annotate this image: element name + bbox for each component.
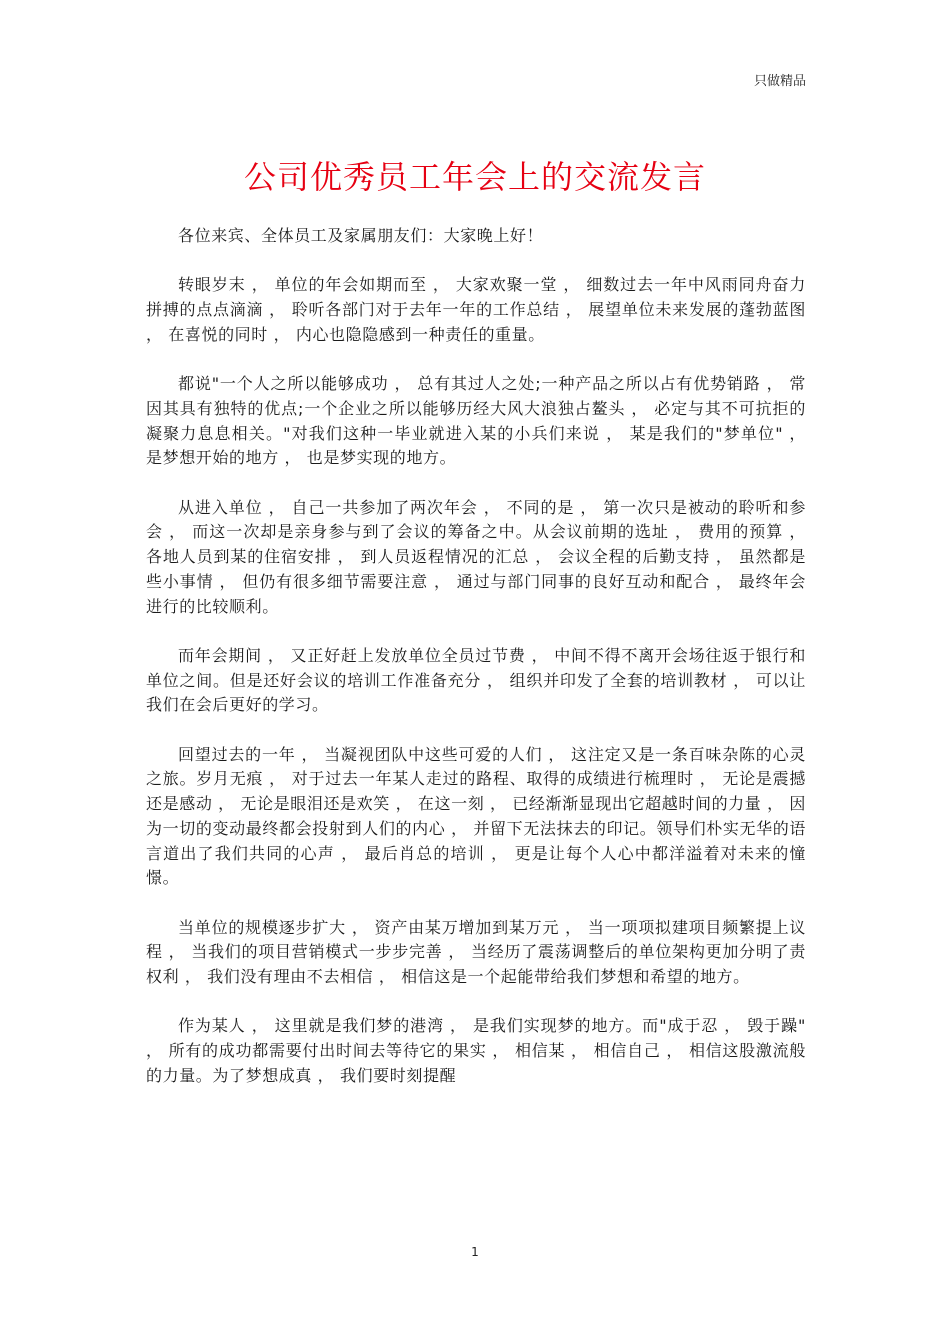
paragraph: 作为某人 ， 这里就是我们梦的港湾 ， 是我们实现梦的地方。而"成于忍 ， 毁于躁" ， 所有的成功都需要付出时间去等待它的果实 ， 相信某 ， 相信自己 ， 相信这股激流般的力量。为了梦想成真 ， 我们要时刻提醒: [146, 1016, 806, 1085]
document-body: [146, 224, 806, 1113]
paragraph: 都说"一个人之所以能够成功 ， 总有其过人之处;一种产品之所以占有优势销路 ， 常因其具有独特的优点;一个企业之所以能够历经大风大浪独占鳌头 ， 必定与其不可抗拒的凝聚力息息相关。"对我们这种一毕业就进入某的小兵们来说 ， 某是我们的"梦单位" ， 是梦想开始的地方 ， 也是梦实现的地方。: [146, 374, 806, 468]
paragraph: 转眼岁末 ， 单位的年会如期而至 ， 大家欢聚一堂 ， 细数过去一年中风雨同舟奋力拼搏的点点滴滴 ， 聆听各部门对于去年一年的工作总结 ， 展望单位未来发展的蓬勃蓝图 ， 在喜悦的同时 ， 内心也隐隐感到一种责任的重量。: [146, 275, 806, 344]
document-title: 公司优秀员工年会上的交流发言: [243, 158, 706, 196]
page-number: 1: [471, 1245, 479, 1259]
header-tag: 只做精品: [753, 74, 806, 89]
paragraph-greeting: 各位来宾、全体员工及家属朋友们：大家晚上好！: [178, 226, 544, 245]
paragraph: 从进入单位 ， 自己一共参加了两次年会 ， 不同的是 ， 第一次只是被动的聆听和参会 ， 而这一次却是亲身参与到了会议的筹备之中。从会议前期的选址 ， 费用的预算 ， 各地人员到某的住宿安排 ， 到人员返程情况的汇总 ， 会议全程的后勤支持 ， 虽然都是些小事情 ， 但仍有很多细节需要注意 ， 通过与部门同事的良好互动和配合 ， 最终年会进行的比较顺利。: [146, 497, 806, 616]
paragraph: 回望过去的一年 ， 当凝视团队中这些可爱的人们 ， 这注定又是一条百味杂陈的心灵之旅。岁月无痕 ， 对于过去一年某人走过的路程、取得的成绩进行梳理时 ， 无论是震撼还是感动 ， 无论是眼泪还是欢笑 ， 在这一刻 ， 已经渐渐显现出它超越时间的力量 ， 因为一切的变动最终都会投射到人们的内心 ， 并留下无法抹去的印记。领导们朴实无华的语言道出了我们共同的心声 ， 最后肖总的培训 ， 更是让每个人心中都洋溢着对未来的憧憬。: [146, 744, 806, 888]
paragraph: 而年会期间 ， 又正好赶上发放单位全员过节费 ， 中间不得不离开会场往返于银行和单位之间。但是还好会议的培训工作准备充分 ， 组织并印发了全套的培训教材 ， 可以让我们在会后更好的学习。: [146, 645, 806, 715]
paragraph: 当单位的规模逐步扩大 ， 资产由某万增加到某万元 ， 当一项项拟建项目频繁提上议程 ， 当我们的项目营销模式一步步完善 ， 当经历了震荡调整后的单位架构更加分明了责权利 ， 我们没有理由不去相信 ， 相信这是一个起能带给我们梦想和希望的地方。: [146, 917, 806, 986]
